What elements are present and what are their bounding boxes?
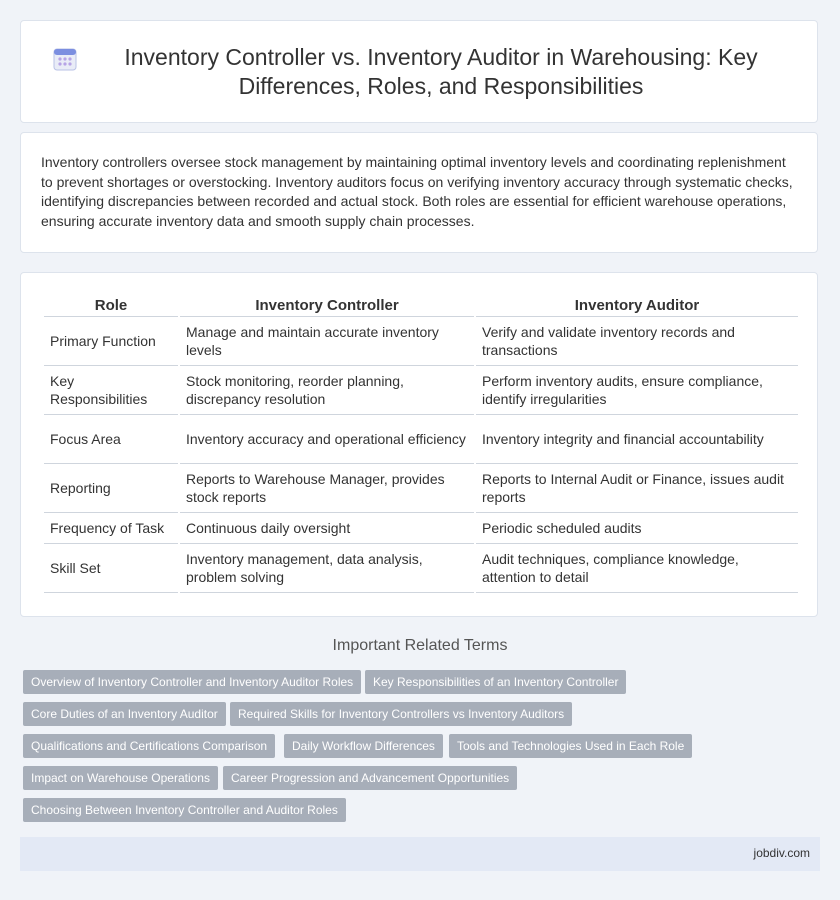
row-label: Frequency of Task xyxy=(44,513,178,544)
comparison-table-card xyxy=(20,272,818,617)
table-row xyxy=(44,513,798,544)
related-tag[interactable]: Tools and Technologies Used in Each Role xyxy=(449,734,692,758)
related-tag[interactable]: Qualifications and Certifications Comparison xyxy=(23,734,275,758)
related-tag[interactable]: Career Progression and Advancement Opportunities xyxy=(223,766,517,790)
controller-cell: Inventory accuracy and operational efficiency xyxy=(180,415,474,464)
row-label: Skill Set xyxy=(44,544,178,593)
related-tag[interactable]: Overview of Inventory Controller and Inventory Auditor Roles xyxy=(23,670,361,694)
related-tag[interactable]: Required Skills for Inventory Controllers vs Inventory Auditors xyxy=(230,702,572,726)
header-controller: Inventory Controller xyxy=(180,291,474,317)
table-row xyxy=(44,464,798,513)
intro-card xyxy=(20,132,818,253)
related-terms-heading: Important Related Terms xyxy=(332,637,508,654)
site-link[interactable]: jobdiv.com xyxy=(753,846,810,860)
related-tag[interactable]: Key Responsibilities of an Inventory Controller xyxy=(365,670,626,694)
footer xyxy=(20,837,820,871)
related-tag[interactable]: Choosing Between Inventory Controller and Auditor Roles xyxy=(23,798,346,822)
auditor-cell: Perform inventory audits, ensure compliance, identify irregularities xyxy=(476,366,798,415)
auditor-cell: Inventory integrity and financial accountability xyxy=(476,415,798,464)
controller-cell: Continuous daily oversight xyxy=(180,513,474,544)
table-row xyxy=(44,366,798,415)
table-row xyxy=(44,415,798,464)
related-tag[interactable]: Core Duties of an Inventory Auditor xyxy=(23,702,226,726)
controller-cell: Manage and maintain accurate inventory levels xyxy=(180,317,474,366)
calendar-icon xyxy=(52,46,78,72)
related-tag[interactable]: Impact on Warehouse Operations xyxy=(23,766,218,790)
auditor-cell: Periodic scheduled audits xyxy=(476,513,798,544)
title-card xyxy=(20,20,818,123)
row-label: Key Responsibilities xyxy=(44,366,178,415)
row-label: Reporting xyxy=(44,464,178,513)
table-row xyxy=(44,544,798,593)
row-label: Primary Function xyxy=(44,317,178,366)
header-auditor: Inventory Auditor xyxy=(476,291,798,317)
row-label: Focus Area xyxy=(44,415,178,464)
related-tag[interactable]: Daily Workflow Differences xyxy=(284,734,443,758)
auditor-cell: Audit techniques, compliance knowledge, attention to detail xyxy=(476,544,798,593)
header-role: Role xyxy=(44,291,178,317)
comparison-table xyxy=(42,291,800,593)
page-title: Inventory Controller vs. Inventory Auditor in Warehousing: Key Differences, Roles, and Responsibilities xyxy=(124,43,758,99)
controller-cell: Stock monitoring, reorder planning, discrepancy resolution xyxy=(180,366,474,415)
controller-cell: Reports to Warehouse Manager, provides stock reports xyxy=(180,464,474,513)
controller-cell: Inventory management, data analysis, problem solving xyxy=(180,544,474,593)
intro-text: Inventory controllers oversee stock management by maintaining optimal inventory levels and coordinating replenishment to prevent shortages or overstocking. Inventory auditors focus on verifying inventory accuracy through systematic checks, identifying discrepancies between recorded and actual stock. Both roles are essential for efficient warehouse operations, ensuring accurate inventory data and smooth supply chain processes. xyxy=(41,154,793,229)
related-terms-section xyxy=(20,636,820,817)
auditor-cell: Verify and validate inventory records and transactions xyxy=(476,317,798,366)
table-row xyxy=(44,317,798,366)
auditor-cell: Reports to Internal Audit or Finance, issues audit reports xyxy=(476,464,798,513)
